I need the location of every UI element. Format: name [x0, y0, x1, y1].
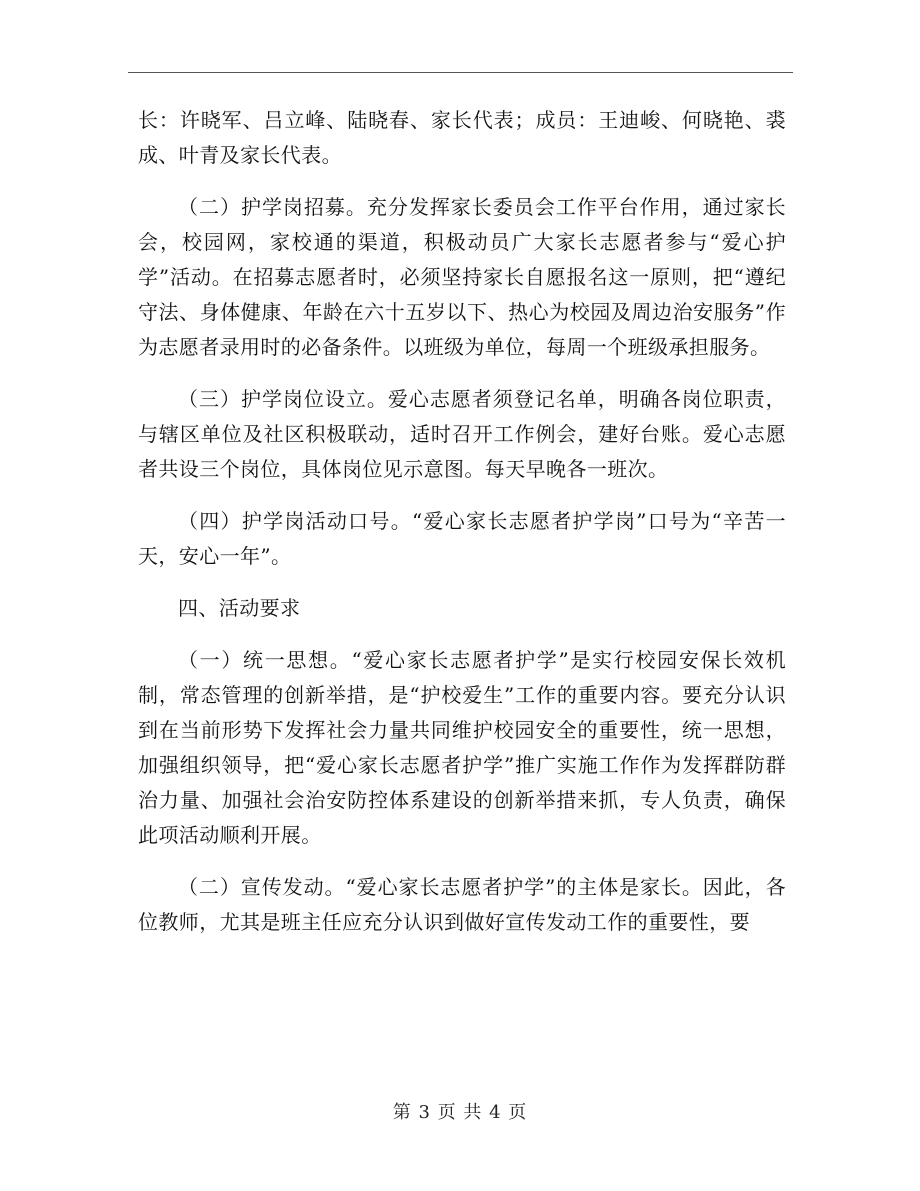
paragraph-post-setup: （三）护学岗位设立。爱心志愿者须登记名单，明确各岗位职责，与辖区单位及社区积极联动，适时召开工作例会，建好台账。爱心志愿者共设三个岗位，具体岗位见示意图。每天早晚各一班次。 [138, 387, 786, 481]
paragraph-slogan: （四）护学岗活动口号。“爱心家长志愿者护学岗”口号为“辛苦一天，安心一年”。 [138, 509, 786, 568]
paragraph-unify-thinking: （一）统一思想。“爱心家长志愿者护学”是实行校园安保长效机制，常态管理的创新举措，是“护校爱生”工作的重要内容。要充分认识到在当前形势下发挥社会力量共同维护校园安全的重要性，统一思想，加强组织领导，把“爱心家长志愿者护学”推广实施工作作为发挥群防群治力量、加强社会治安防控体系建设的创新举措来抓，专人负责，确保此项活动顺利开展。 [138, 648, 786, 847]
paragraph-publicity: （二）宣传发动。“爱心家长志愿者护学”的主体是家长。因此，各位教师，尤其是班主任应充分认识到做好宣传发动工作的重要性，要 [138, 875, 786, 934]
paragraph-continuation: 长：许晓军、吕立峰、陆晓春、家长代表；成员：王迪峻、何晓艳、裘成、叶青及家长代表。 [138, 108, 786, 167]
body-text [138, 103, 786, 957]
paragraph-recruitment: （二）护学岗招募。充分发挥家长委员会工作平台作用，通过家长会，校园网，家校通的渠道，积极动员广大家长志愿者参与“爱心护学”活动。在招募志愿者时，必须坚持家长自愿报名这一原则，把“遵纪守法、身体健康、年龄在六十五岁以下、热心为校园及周边治安服务”作为志愿者录用时的必备条件。以班级为单位，每周一个班级承担服务。 [138, 195, 786, 359]
header-rule [128, 72, 793, 73]
section-heading-requirements: 四、活动要求 [178, 596, 301, 620]
page-footer: 第 3 页 共 4 页 [392, 1102, 528, 1123]
